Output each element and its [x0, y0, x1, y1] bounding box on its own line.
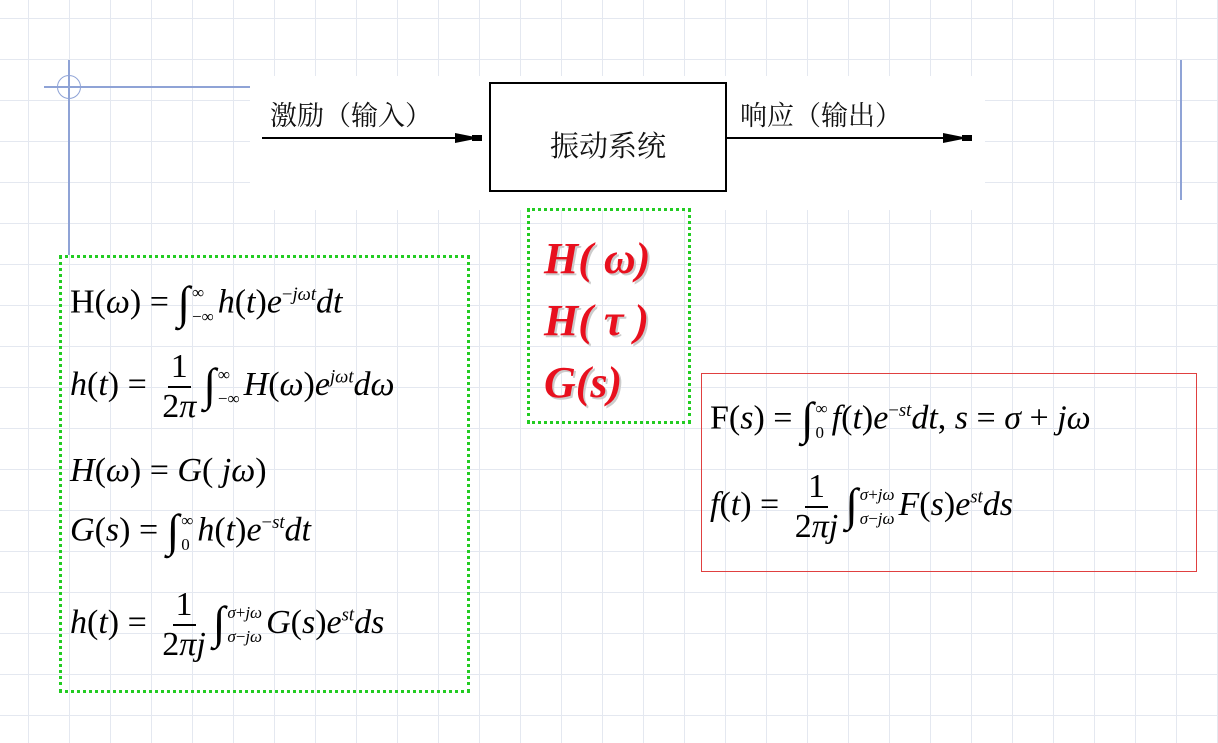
equation-laplace-definition: F(s) = ∫ ∞ 0 $f(t)e^{-st}dt$, s = σ + jω	[710, 393, 1091, 444]
system-label: 振动系统	[549, 128, 666, 163]
equation-inverse-laplace: h(t) = $\frac{1}{2\pi j}$ ∫ σ+jω σ−jω $G(s)e^{st}ds$	[70, 586, 385, 663]
left-equations-box	[59, 255, 470, 693]
output-label: 响应（输出）	[740, 101, 902, 132]
system-box	[489, 82, 727, 192]
decorative-right-line	[1180, 60, 1182, 200]
crosshair-circle-icon	[57, 75, 81, 99]
equation-inverse-laplace-definition: f(t) = $\frac{1}{2\pi j}$ ∫ σ+jω σ−jω $F(s)e^{st}ds$	[710, 468, 1013, 545]
equation-laplace-transform: G(s) = ∫ ∞ 0 $h(t)e^{-st}dt$	[70, 505, 311, 556]
equation-h-equals-g: H(ω) = G( jω)	[70, 452, 267, 489]
transfer-function-h-omega: H( ω)	[544, 234, 651, 283]
equation-fourier-transform: H(ω) = ∫ ∞ −∞ $h(t)e^{-j\omega t}dt$	[70, 277, 343, 328]
transfer-function-g-s: G(s)	[544, 358, 623, 407]
transfer-function-h-tau: H( τ )	[544, 296, 650, 345]
input-label: 激励（输入）	[270, 101, 432, 132]
right-equations-box	[701, 373, 1197, 572]
equation-inverse-fourier: h(t) = $\frac{1}{2\pi}$ ∫ ∞ −∞ $H(\omega)e^{j\omega t}d\omega$	[70, 348, 395, 425]
transfer-function-box	[527, 208, 691, 424]
